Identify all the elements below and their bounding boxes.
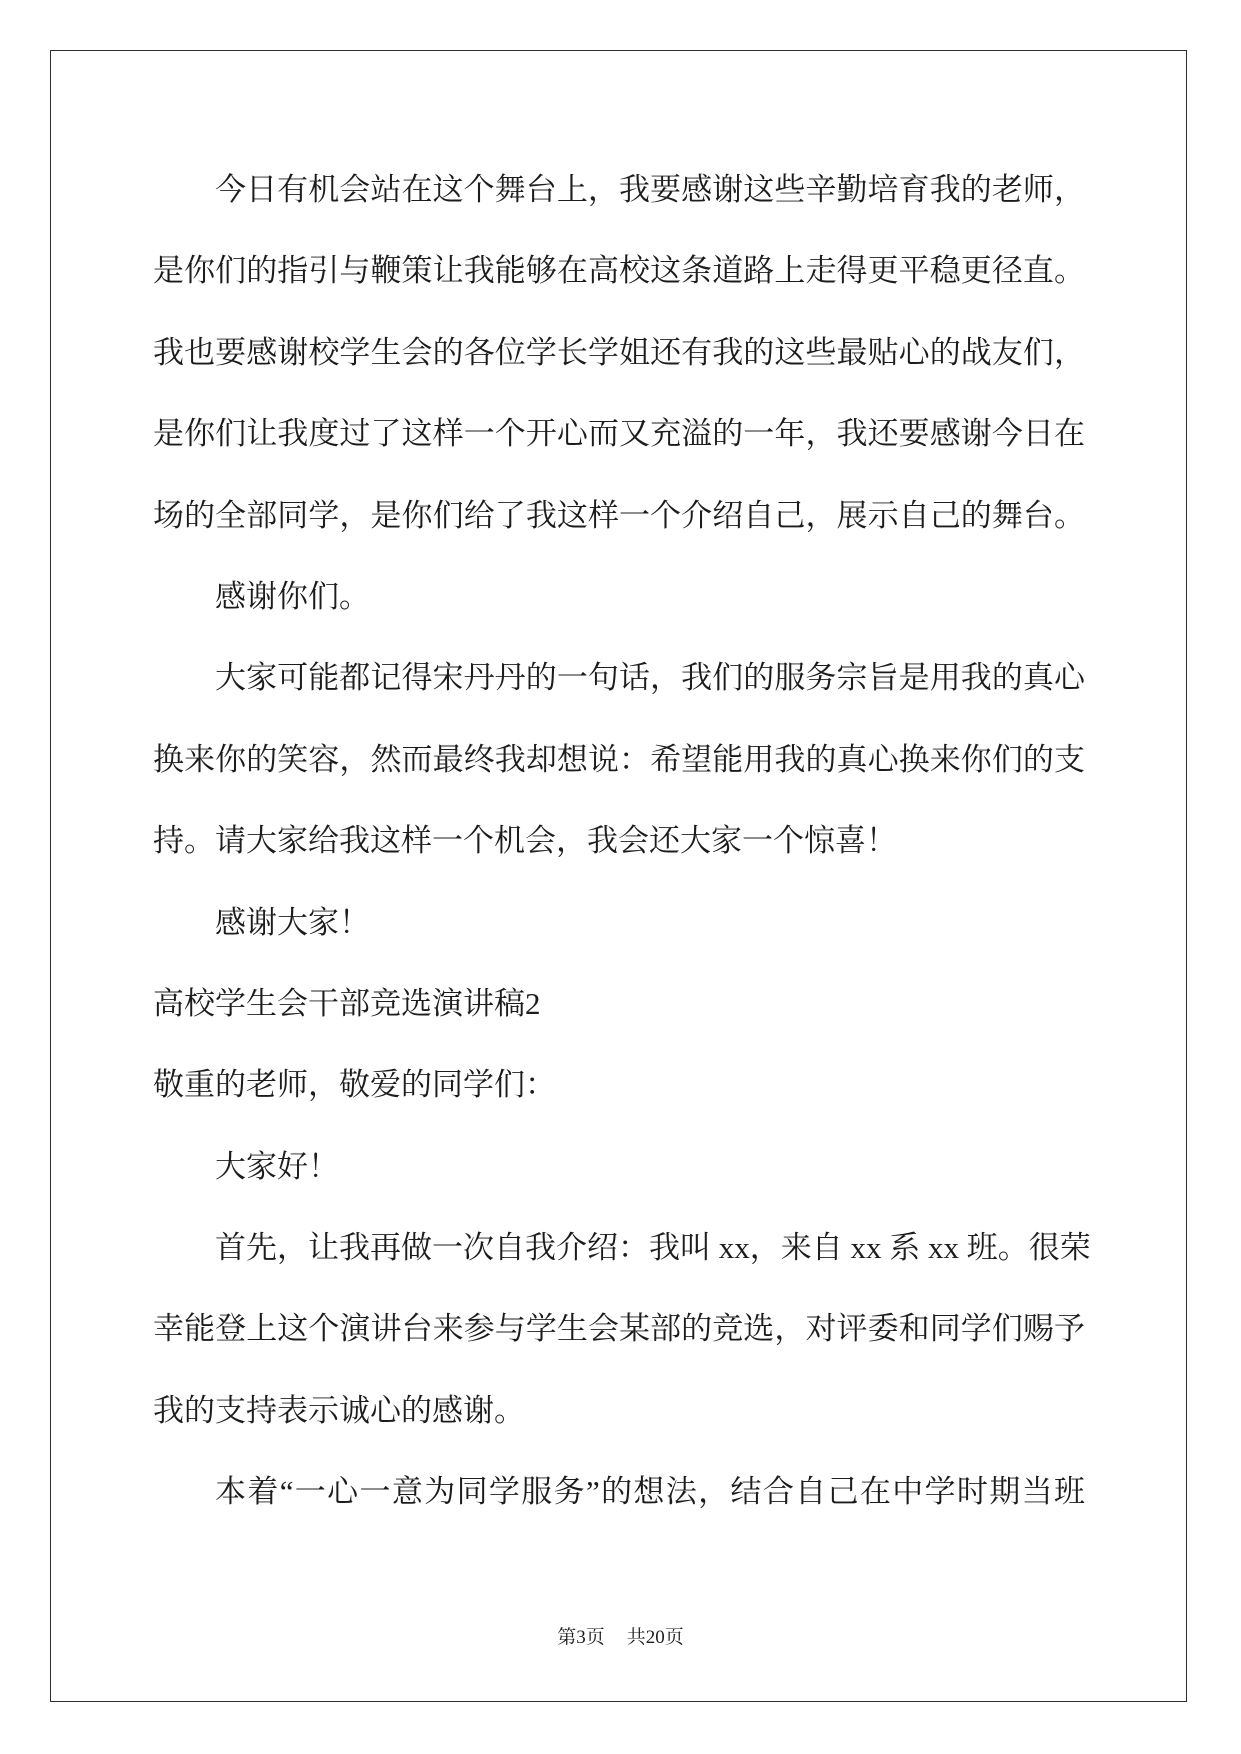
paragraph-line: 大家好！: [215, 1148, 339, 1184]
paragraph-thank-you: [153, 556, 1085, 637]
page-total: 共20页: [626, 1627, 684, 1648]
paragraph-greeting: [153, 1126, 1085, 1207]
paragraph-line: 大家可能都记得宋丹丹的一句话，我们的服务宗旨是用我的真心: [215, 660, 1085, 696]
section-title: [153, 963, 1085, 1044]
paragraph-line: 换来你的笑容，然而最终我却想说：希望能用我的真心换来你们的支: [153, 741, 1085, 777]
paragraph-line: 本着“一心一意为同学服务”的想法，结合自己在中学时期当班: [215, 1474, 1085, 1510]
paragraph-thanks-everyone: [153, 882, 1085, 963]
salutation: [153, 1044, 1085, 1125]
document-body: [153, 149, 1091, 1533]
paragraph-line: 今日有机会站在这个舞台上，我要感谢这些辛勤培育我的老师，: [215, 172, 1085, 207]
salutation-text: 敬重的老师，敬爱的同学们：: [153, 1067, 556, 1103]
page-footer: [0, 1624, 1241, 1652]
paragraph-line: 持。请大家给我这样一个机会，我会还大家一个惊喜！: [153, 823, 897, 859]
paragraph-line: 是你们让我度过了这样一个开心而又充溢的一年，我还要感谢今日在: [153, 416, 1085, 452]
paragraph-service-motto: [153, 637, 1085, 881]
paragraph-line: 场的全部同学，是你们给了我这样一个介绍自己，展示自己的舞台。: [153, 497, 1085, 533]
paragraph-line: 感谢你们。: [215, 578, 370, 614]
paragraph-line: 我也要感谢校学生会的各位学长学姐还有我的这些最贴心的战友们，: [153, 334, 1085, 370]
paragraph-line: 我的支持表示诚心的感谢。: [153, 1392, 525, 1428]
paragraph-service-intent: [153, 1451, 1085, 1532]
paragraph-thanks-teachers: [153, 149, 1085, 556]
paragraph-line: 幸能登上这个演讲台来参与学生会某部的竞选，对评委和同学们赐予: [153, 1311, 1085, 1347]
section-title-text: 高校学生会干部竞选演讲稿2: [153, 985, 541, 1021]
paragraph-line: 首先，让我再做一次自我介绍：我叫 xx，来自 xx 系 xx 班。很荣: [215, 1230, 1091, 1266]
paragraph-self-introduction: [153, 1207, 1091, 1451]
paragraph-line: 是你们的指引与鞭策让我能够在高校这条道路上走得更平稳更径直。: [153, 253, 1085, 289]
page-number: 第3页: [557, 1627, 605, 1648]
paragraph-line: 感谢大家！: [215, 904, 370, 940]
